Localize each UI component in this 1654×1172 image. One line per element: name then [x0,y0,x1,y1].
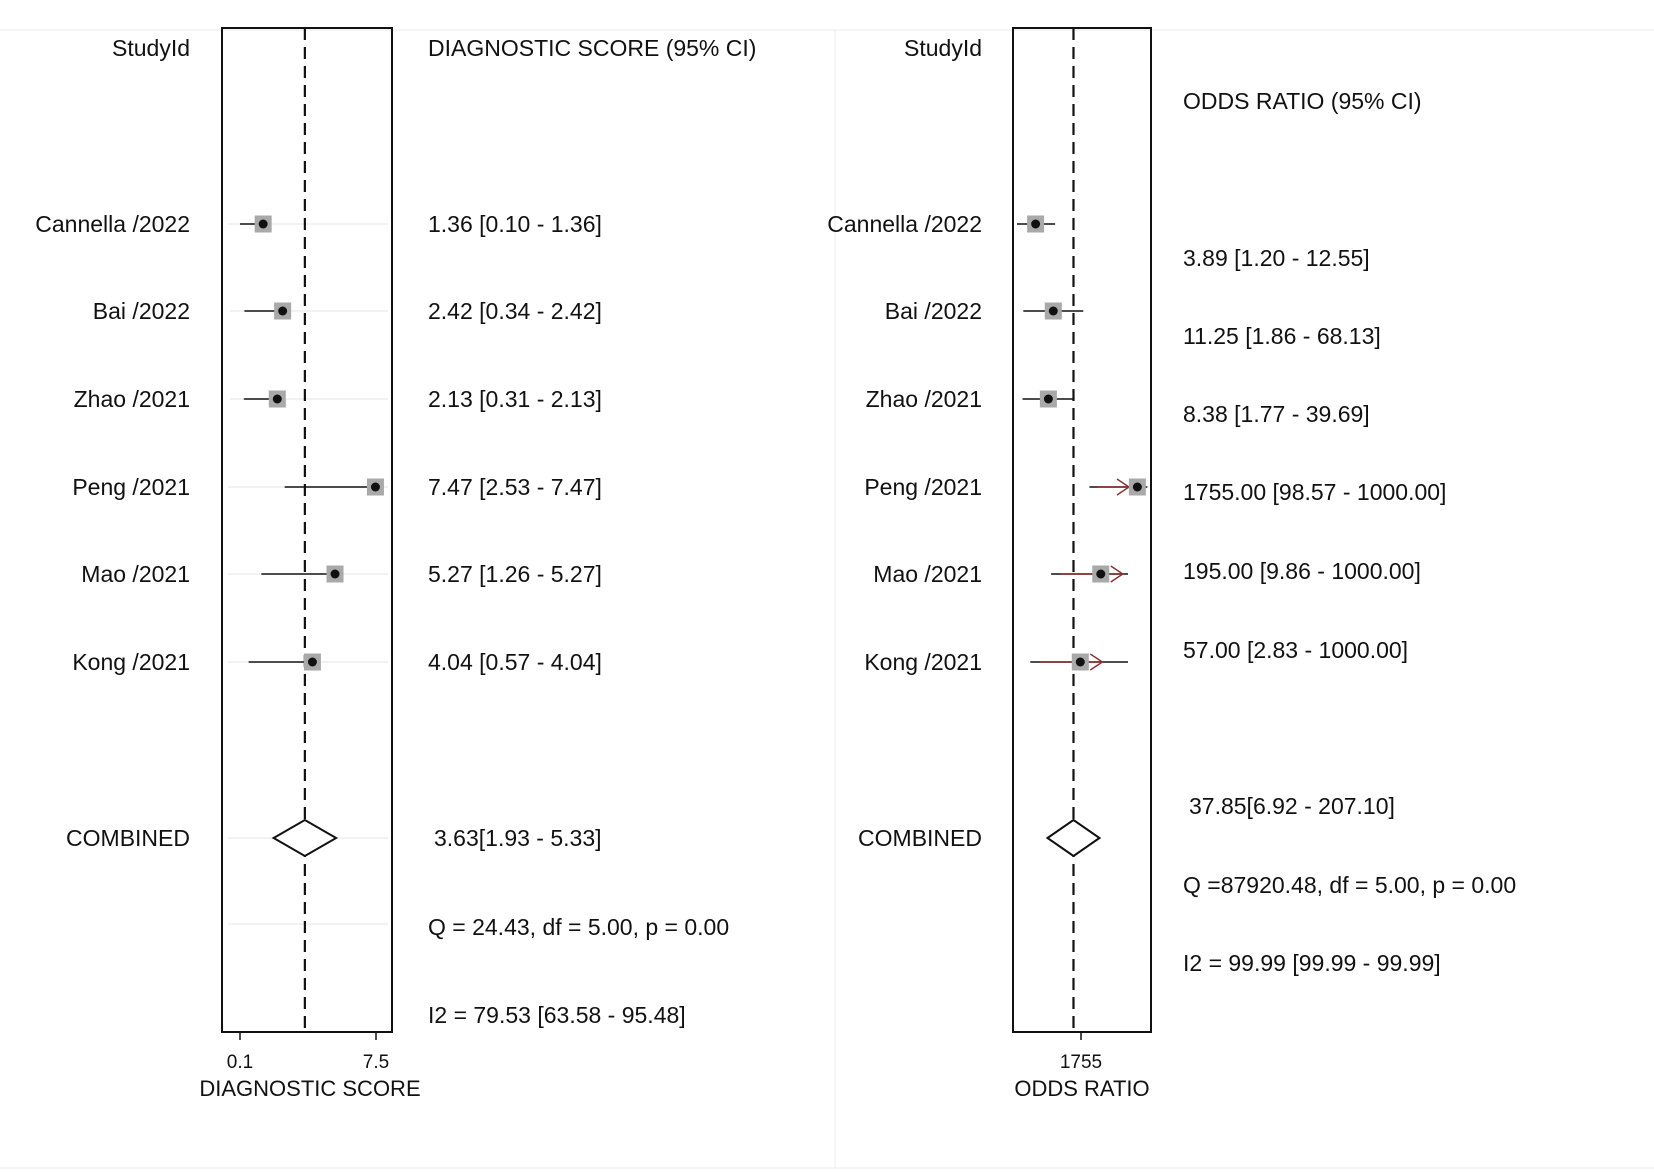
study-point-estimate [278,307,287,316]
study-estimate-label: 2.42 [0.34 - 2.42] [428,298,602,324]
study-estimate-label: 11.25 [1.86 - 68.13] [1183,323,1381,349]
study-point-estimate [308,658,317,667]
study-point-estimate [1044,395,1053,404]
x-axis-title: ODDS RATIO [1014,1076,1150,1101]
study-name-label: Bai /2022 [92,298,190,324]
x-tick-label: 0.1 [226,1052,254,1073]
study-estimate-label: 4.04 [0.57 - 4.04] [428,649,602,675]
study-name-label: Kong /2021 [72,649,190,675]
study-point-estimate [1076,658,1085,667]
combined-label: COMBINED [858,825,982,851]
study-estimate-label: 2.13 [0.31 - 2.13] [428,386,602,412]
study-point-estimate [1049,307,1058,316]
heterogeneity-stat: I2 = 79.53 [63.58 - 95.48] [428,1002,686,1028]
study-column-header: StudyId [904,35,982,61]
study-estimate-label: 57.00 [2.83 - 1000.00] [1183,637,1409,663]
study-name-label: Mao /2021 [873,561,982,587]
study-name-label: Zhao /2021 [73,386,190,412]
study-point-estimate [273,395,282,404]
study-column-header: StudyId [112,35,190,61]
study-point-estimate [259,220,268,229]
combined-estimate-label: 37.85[6.92 - 207.10] [1189,793,1395,819]
study-estimate-label: 1755.00 [98.57 - 1000.00] [1183,479,1447,505]
estimate-column-header: ODDS RATIO (95% CI) [1183,88,1422,114]
heterogeneity-stat: Q = 24.43, df = 5.00, p = 0.00 [428,914,730,940]
study-estimate-label: 7.47 [2.53 - 7.47] [428,474,602,500]
heterogeneity-stat: Q =87920.48, df = 5.00, p = 0.00 [1183,872,1517,898]
study-point-estimate [1031,220,1040,229]
study-point-estimate [1133,483,1142,492]
x-axis-title: DIAGNOSTIC SCORE [199,1076,421,1101]
study-name-label: Bai /2022 [884,298,982,324]
study-estimate-label: 8.38 [1.77 - 39.69] [1183,401,1370,427]
x-tick-label: 7.5 [362,1052,390,1073]
study-estimate-label: 3.89 [1.20 - 12.55] [1183,245,1370,271]
combined-estimate-label: 3.63[1.93 - 5.33] [434,825,602,851]
study-estimate-label: 1.36 [0.10 - 1.36] [428,211,602,237]
study-name-label: Kong /2021 [864,649,982,675]
study-estimate-label: 5.27 [1.26 - 5.27] [428,561,602,587]
x-tick-label: 1755 [1059,1052,1103,1073]
study-name-label: Peng /2021 [864,474,982,500]
study-name-label: Peng /2021 [72,474,190,500]
heterogeneity-stat: I2 = 99.99 [99.99 - 99.99] [1183,950,1441,976]
study-estimate-label: 195.00 [9.86 - 1000.00] [1183,558,1421,584]
study-point-estimate [371,483,380,492]
study-point-estimate [331,570,340,579]
study-point-estimate [1096,570,1105,579]
combined-label: COMBINED [66,825,190,851]
estimate-column-header: DIAGNOSTIC SCORE (95% CI) [428,35,757,61]
study-name-label: Zhao /2021 [865,386,982,412]
study-name-label: Cannella /2022 [827,211,982,237]
study-name-label: Mao /2021 [81,561,190,587]
study-name-label: Cannella /2022 [35,211,190,237]
